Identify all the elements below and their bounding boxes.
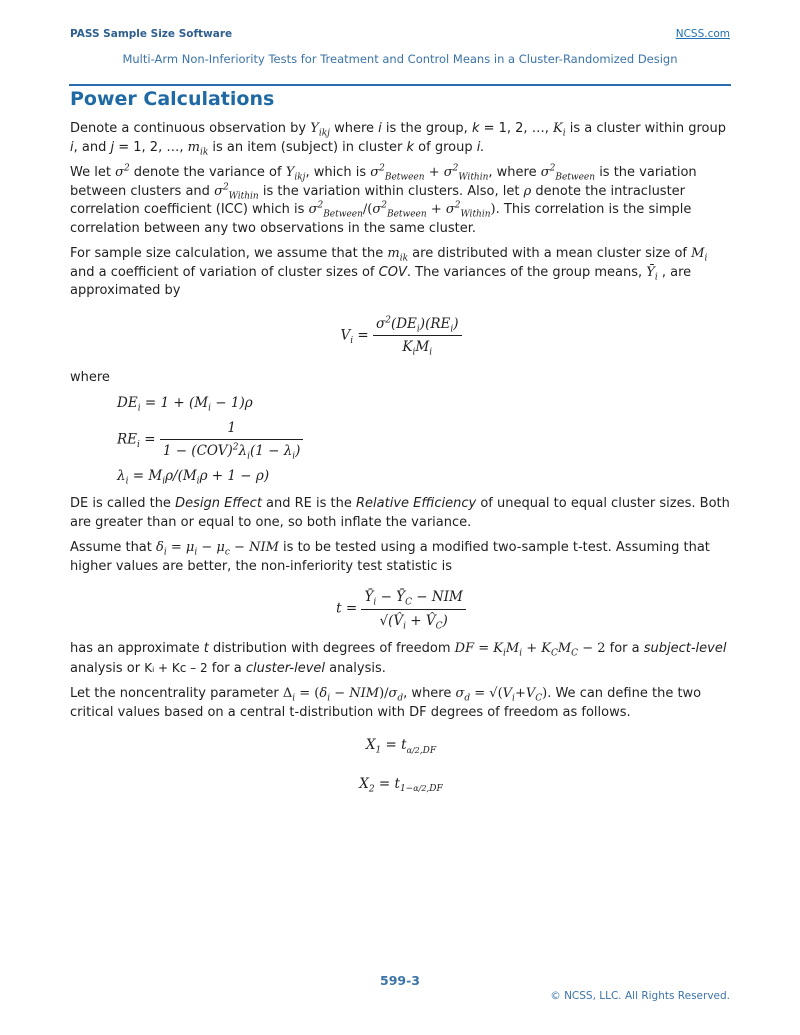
section-title: Power Calculations <box>70 88 275 110</box>
paragraph-noncentrality: Let the noncentrality parameter $\Delta_i = (\delta_i - NIM)/\sigma_d$, where $\sigma_d = √(V_i+V_C)$. We can define the two critical values based on a central t-distribution with DF degrees of freedom as follows. <box>70 686 702 720</box>
document-body <box>70 120 732 793</box>
equation-re: $RE_i$ = $\frac{1}{1 - (COV)^2\lambda_i(1 - \lambda_i)}$ <box>117 419 732 461</box>
paragraph-observation: Denote a continuous observation by $Y_{ikj}$ where i is the group, k = 1, 2, …, $K_i$ is a cluster within group i, and j = 1, 2, …, $m_{ik}$ is an item (subject) in cluster k of group i. <box>70 121 726 158</box>
equation-x2: $X_2 = t_{1-\alpha/2,DF}$ <box>359 775 443 795</box>
paragraph-design-effect: DE is called the Design Effect and RE is the Relative Efficiency of unequal to equal cluster sizes. Both are greater than or equal to one, so both inflate the variance. <box>70 496 730 530</box>
page-number: 599-3 <box>380 973 420 988</box>
header-product-name: PASS Sample Size Software <box>70 28 233 40</box>
equation-vi: $V_i$ = $\frac{\sigma^2(DE_i)(RE_i)}{K_iM_i}$ <box>70 315 732 357</box>
paragraph-variance: We let $\sigma^2$ denote the variance of $Y_{ikj}$, which is $\sigma^2_{Between} + \sigma^2_{Within}$, where $\sigma^2_{Between}$ is the variation between clusters and $\sigma^2_{Within}$ is the variation within clusters. Also, let ρ denote the intracluster correlation coefficient (ICC) which is $\sigma^2_{Between}/(\sigma^2_{Between} + \sigma^2_{Within})$. This correlation is the simple correlation between any two observations in the same cluster. <box>70 163 697 236</box>
header-site-link[interactable]: NCSS.com <box>675 28 730 40</box>
equation-lambda: $\lambda_i = M_i\rho/(M_i\rho + 1 - \rho)$ <box>117 467 270 487</box>
header-divider <box>69 84 731 86</box>
paragraph-distribution: has an approximate t distribution with degrees of freedom DF = $K_iM_i + K_CM_C - 2$ for a subject-level analysis or Kᵢ + Kᴄ – 2 for a cluster-level analysis. <box>70 641 727 676</box>
header-document-title: Multi-Arm Non-Inferiority Tests for Treatment and Control Means in a Cluster-Randomized Design <box>122 52 678 66</box>
equation-t-statistic: t = $\frac{Ȳ_i - Ȳ_C - NIM}{√(V̂_i + V̂_C)}$ <box>70 588 732 630</box>
equation-list-de-re-lambda <box>117 394 732 485</box>
equation-de: $DE_i = 1 + (M_i - 1)\rho$ <box>117 395 253 414</box>
paragraph-assumption: Assume that $\delta_i = \mu_i - \mu_c$ − NIM is to be tested using a modified two-sample t-test. Assuming that higher values are better, the non-inferiority test statistic is <box>70 540 710 574</box>
copyright-notice: © NCSS, LLC. All Rights Reserved. <box>550 990 730 1002</box>
paragraph-sample-size: For sample size calculation, we assume that the $m_{ik}$ are distributed with a mean cluster size of $M_i$ and a coefficient of variation of cluster sizes of COV. The variances of the group means, $Ȳ_i$ , are approximated by <box>70 246 708 298</box>
paragraph-where: where <box>70 369 110 385</box>
equation-x1: $X_1 = t_{\alpha/2,DF}$ <box>365 737 437 756</box>
